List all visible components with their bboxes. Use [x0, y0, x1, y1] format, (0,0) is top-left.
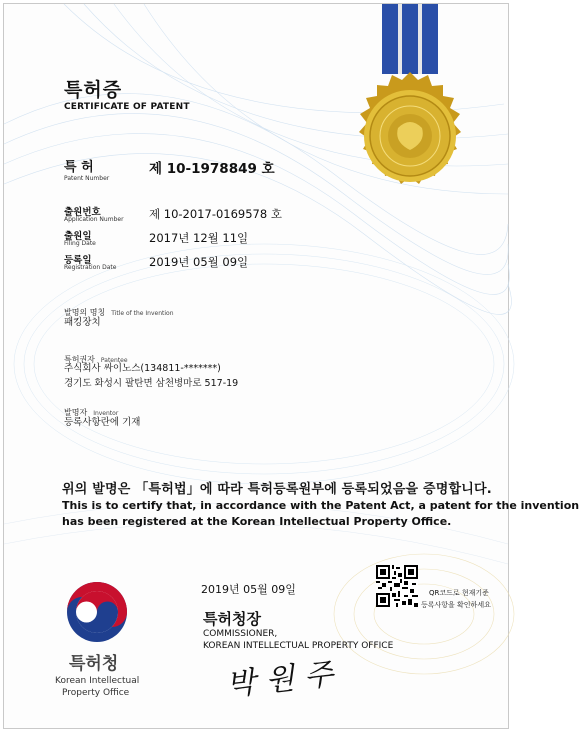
patent-number-label-en: Patent Number: [64, 175, 110, 182]
issue-date: 2019년 05월 09일: [201, 583, 296, 596]
certification-statement-en-line2: has been registered at the Korean Intellectual Property Office.: [62, 515, 452, 528]
gold-seal-ribbon: [350, 4, 474, 204]
inventor-label: 발명자: [64, 408, 88, 417]
commissioner-title-en-line2: KOREAN INTELLECTUAL PROPERTY OFFICE: [203, 641, 394, 651]
patentee-label: 특허권자: [64, 355, 95, 364]
certificate-title-ko: 특허증: [64, 79, 123, 101]
office-name-en-line2: Property Office: [62, 688, 130, 698]
filing-date-value: 2017년 12월 11일: [149, 231, 249, 245]
qr-code-icon[interactable]: [376, 565, 418, 607]
registration-date-label: 등록일: [64, 255, 92, 266]
inventor-value: 등록사항란에 기재: [64, 417, 141, 428]
qr-note-line2: 등록사항을 확인하세요: [421, 601, 491, 609]
inventor-label-en: Inventor: [93, 410, 119, 417]
patentee-label-en: Patentee: [100, 357, 128, 364]
registration-date-value: 2019년 05월 09일: [149, 255, 249, 269]
filing-date-label: 출원일: [64, 231, 92, 242]
patent-number-value: 제 10-1978849 호: [149, 161, 275, 177]
certificate-title-en: CERTIFICATE OF PATENT: [64, 102, 190, 112]
patentee-address: 경기도 화성시 팔탄면 삼천병마로 517-19: [64, 378, 239, 389]
invention-title-value: 패킹장치: [64, 317, 101, 328]
kipo-logo-text: 특허청: [69, 654, 119, 674]
commissioner-title: 특허청장: [203, 610, 261, 628]
patent-certificate: [3, 3, 579, 729]
commissioner-signature: 박원주: [224, 655, 345, 703]
patent-number-label: 특 허: [64, 160, 94, 175]
registration-date-label-en: Registration Date: [64, 264, 117, 271]
certification-statement-ko: 위의 발명은 「특허법」에 따라 특허등록원부에 등록되었음을 증명합니다.: [62, 482, 492, 497]
office-name-en-line1: Korean Intellectual: [55, 676, 140, 686]
invention-title-label-en: Title of the Invention: [111, 310, 174, 317]
invention-title-label: 발명의 명칭: [64, 308, 106, 317]
application-number-value: 제 10-2017-0169578 호: [149, 207, 282, 221]
application-number-label: 출원번호: [64, 207, 101, 218]
patentee-name: 주식회사 싸이노스(134811-*******): [64, 363, 221, 374]
commissioner-title-en-line1: COMMISSIONER,: [203, 629, 278, 639]
qr-note-line1: QR코드로 현재기준: [429, 589, 489, 597]
certification-statement-en-line1: This is to certify that, in accordance with the Patent Act, a patent for the invention: [62, 499, 579, 512]
application-number-label-en: Application Number: [64, 216, 124, 223]
filing-date-label-en: Filing Date: [64, 240, 96, 247]
kipo-logo-icon: [64, 579, 130, 645]
